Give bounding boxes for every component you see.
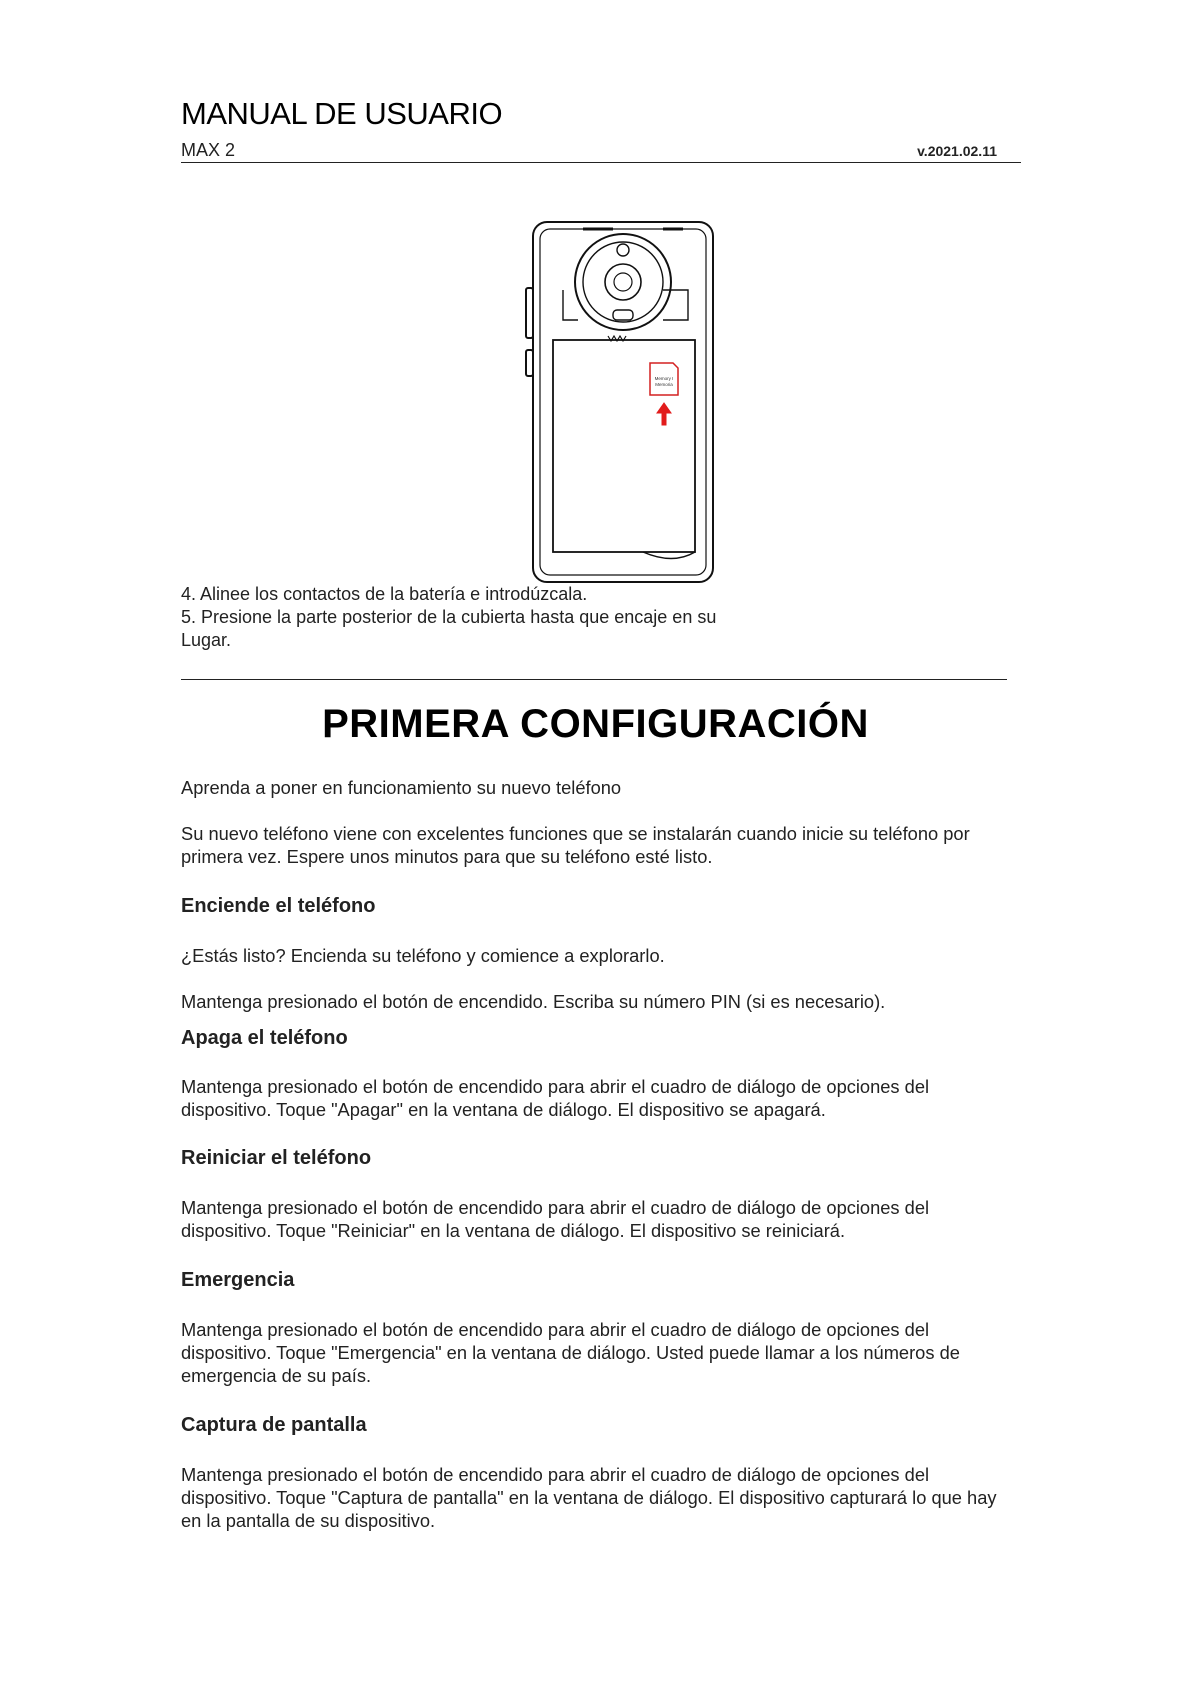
insert-arrow-icon	[657, 403, 671, 425]
phone-body-outline	[533, 222, 713, 582]
subsection-heading: Captura de pantalla	[181, 1414, 367, 1436]
paragraph: ¿Estás listo? Encienda su teléfono y comience a explorarlo.	[181, 945, 665, 966]
memory-card-label: Memory I	[654, 376, 674, 381]
paragraph: Mantenga presionado el botón de encendido para abrir el cuadro de diálogo de opciones del dispositivo. Toque "Captura de pantalla" en la ventana de diálogo. El dispositivo capturará lo que hay en la pantalla de su dispositivo.	[181, 1464, 997, 1531]
flash-icon	[617, 244, 629, 256]
camera-lens-icon	[605, 264, 641, 300]
section-title: PRIMERA CONFIGURACIÓN	[322, 702, 869, 746]
version-label: v.2021.02.11	[917, 143, 997, 159]
model-name: MAX 2	[181, 140, 236, 160]
battery-steps	[181, 583, 821, 652]
subsection-heading: Apaga el teléfono	[181, 1027, 348, 1049]
memory-card-label: Memoria	[655, 382, 673, 387]
step-text: Lugar.	[181, 630, 232, 650]
volume-button	[526, 288, 533, 338]
sensor-icon	[613, 310, 633, 320]
intro-text: Su nuevo teléfono viene con excelentes funciones que se instalarán cuando inicie su teléfono por primera vez. Espere unos minutos para que su teléfono esté listo.	[181, 823, 970, 867]
subsection-heading: Enciende el teléfono	[181, 895, 376, 917]
section-divider	[181, 679, 1007, 680]
camera-bracket	[663, 290, 688, 320]
paragraph: Mantenga presionado el botón de encendido. Escriba su número PIN (si es necesario).	[181, 991, 886, 1012]
paragraph: Mantenga presionado el botón de encendido para abrir el cuadro de diálogo de opciones del dispositivo. Toque "Apagar" en la ventana de diálogo. El dispositivo se apagará.	[181, 1076, 930, 1120]
intro-text: Aprenda a poner en funcionamiento su nuevo teléfono	[181, 777, 622, 798]
battery-outline	[553, 340, 695, 552]
camera-lens-inner	[614, 273, 632, 291]
phone-back-illustration	[523, 220, 718, 585]
document-title: MANUAL DE USUARIO	[181, 96, 503, 131]
phone-inner-outline	[540, 229, 706, 575]
camera-module-outline	[575, 234, 671, 330]
subsection-heading: Emergencia	[181, 1269, 295, 1291]
power-button	[526, 350, 533, 376]
header-divider	[181, 162, 1021, 163]
step-text: 4. Alinee los contactos de la batería e introdúzcala.	[181, 584, 588, 604]
paragraph: Mantenga presionado el botón de encendido para abrir el cuadro de diálogo de opciones del dispositivo. Toque "Emergencia" en la ventana de diálogo. Usted puede llamar a los números de emergencia de su país.	[181, 1319, 960, 1386]
paragraph: Mantenga presionado el botón de encendido para abrir el cuadro de diálogo de opciones del dispositivo. Toque "Reiniciar" en la ventana de diálogo. El dispositivo se reiniciará.	[181, 1197, 930, 1241]
step-text: 5. Presione la parte posterior de la cubierta hasta que encaje en su	[181, 607, 717, 627]
subsection-heading: Reiniciar el teléfono	[181, 1147, 372, 1169]
section-content	[181, 776, 1021, 1532]
battery-tab	[643, 552, 695, 559]
